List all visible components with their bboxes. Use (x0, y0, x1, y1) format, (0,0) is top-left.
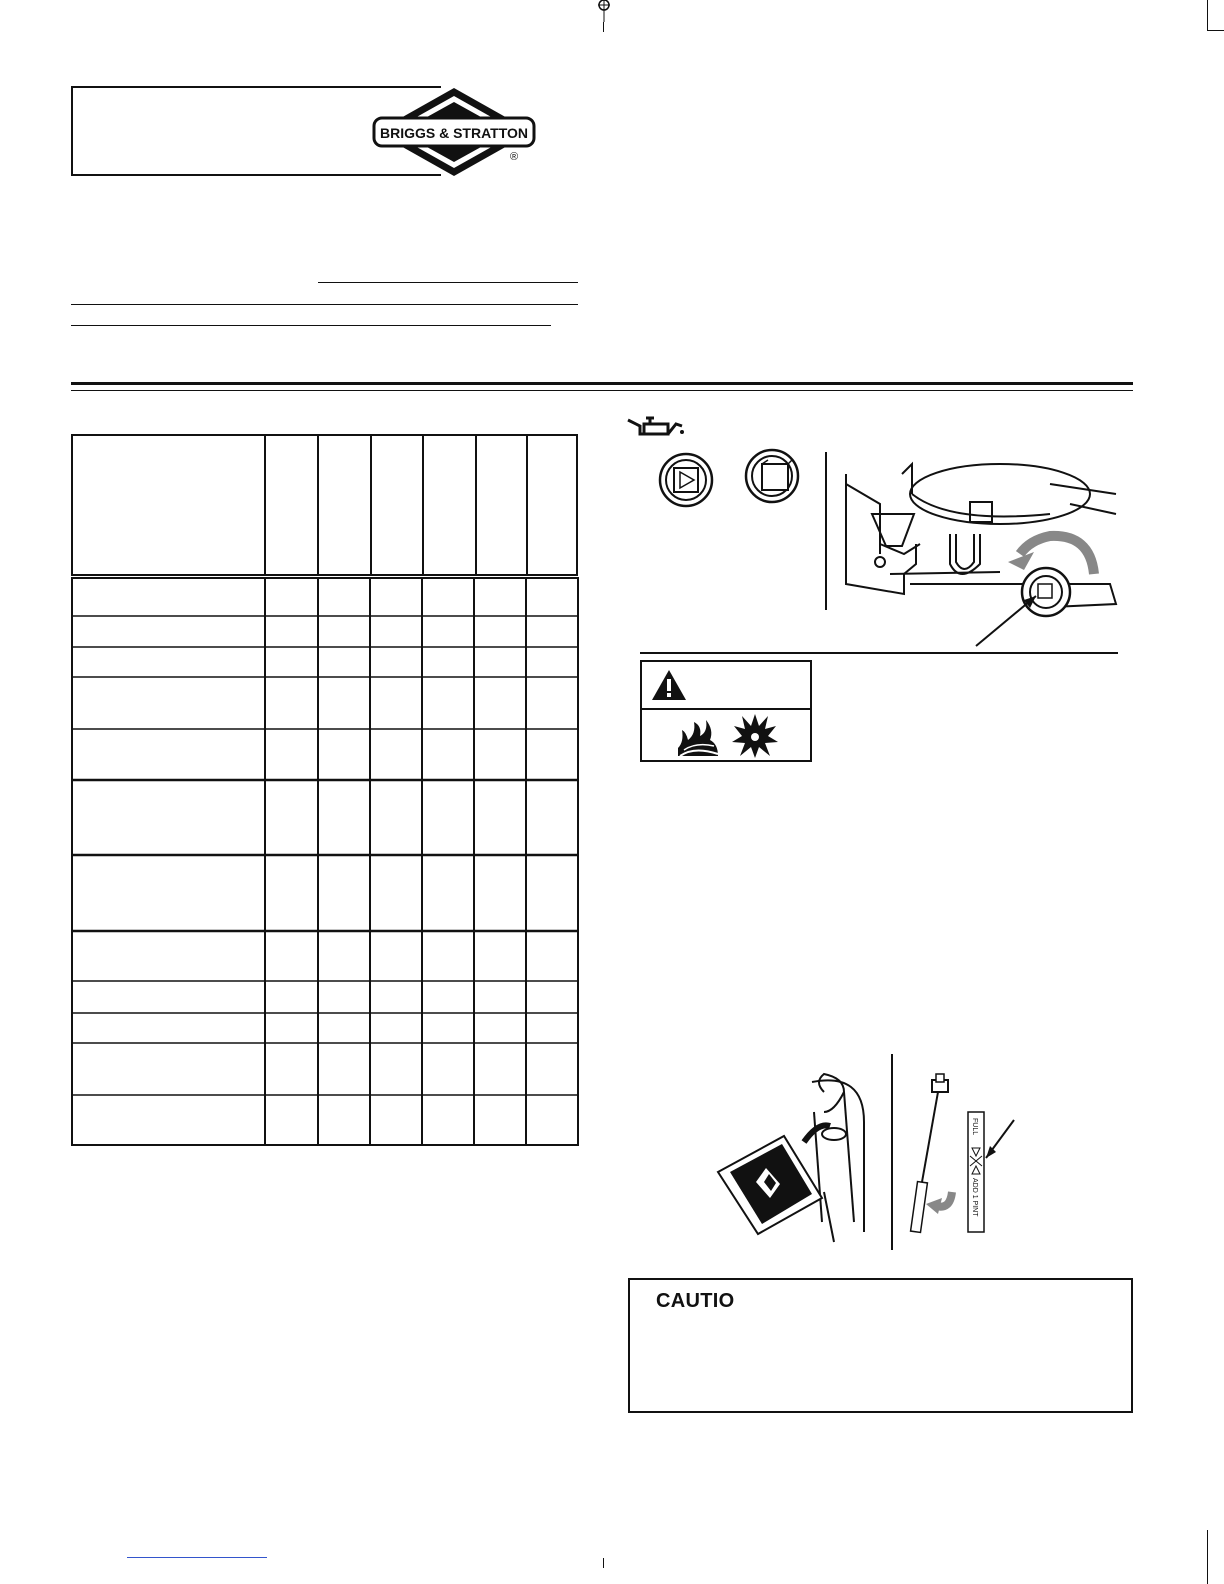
logo-text: BRIGGS & STRATTON (379, 125, 529, 141)
warning-triangle-icon (650, 668, 688, 702)
dipstick-add-mark: ADD 1 PINT (971, 1178, 978, 1217)
page-edge-mark (1207, 1530, 1208, 1584)
registered-mark: ® (510, 151, 519, 163)
figure-divider (640, 652, 1118, 654)
pointer-arrow-icon (966, 588, 1046, 650)
form-line (71, 325, 551, 326)
oil-drain-plug-figure (650, 444, 1120, 624)
caution-title: CAUTIO (656, 1290, 735, 1312)
crop-mark-line (603, 22, 604, 32)
square-head-plug-icon (746, 450, 798, 502)
crop-mark-icon (593, 0, 615, 22)
dipstick-full-mark: FULL (971, 1118, 978, 1136)
crop-mark-line-bottom (603, 1558, 604, 1568)
caution-box (628, 1278, 1133, 1413)
form-line (71, 304, 578, 305)
warning-header (642, 662, 810, 710)
briggs-stratton-logo (372, 86, 536, 178)
page-edge-mark (1207, 30, 1224, 31)
oil-fill-dipstick-figure (714, 1052, 1044, 1252)
oil-bottle-icon (718, 1125, 830, 1234)
maintenance-schedule-grid (71, 434, 579, 1147)
section-rule-thin (71, 390, 1133, 391)
warning-box (640, 660, 812, 762)
oil-can-icon (626, 412, 686, 438)
footer-link-line (127, 1557, 267, 1558)
square-socket-plug-icon (660, 454, 712, 506)
form-line (318, 282, 578, 283)
page-edge-mark (1207, 0, 1208, 30)
section-rule (71, 382, 1133, 385)
explosion-icon (732, 712, 778, 758)
fire-icon (674, 716, 722, 758)
